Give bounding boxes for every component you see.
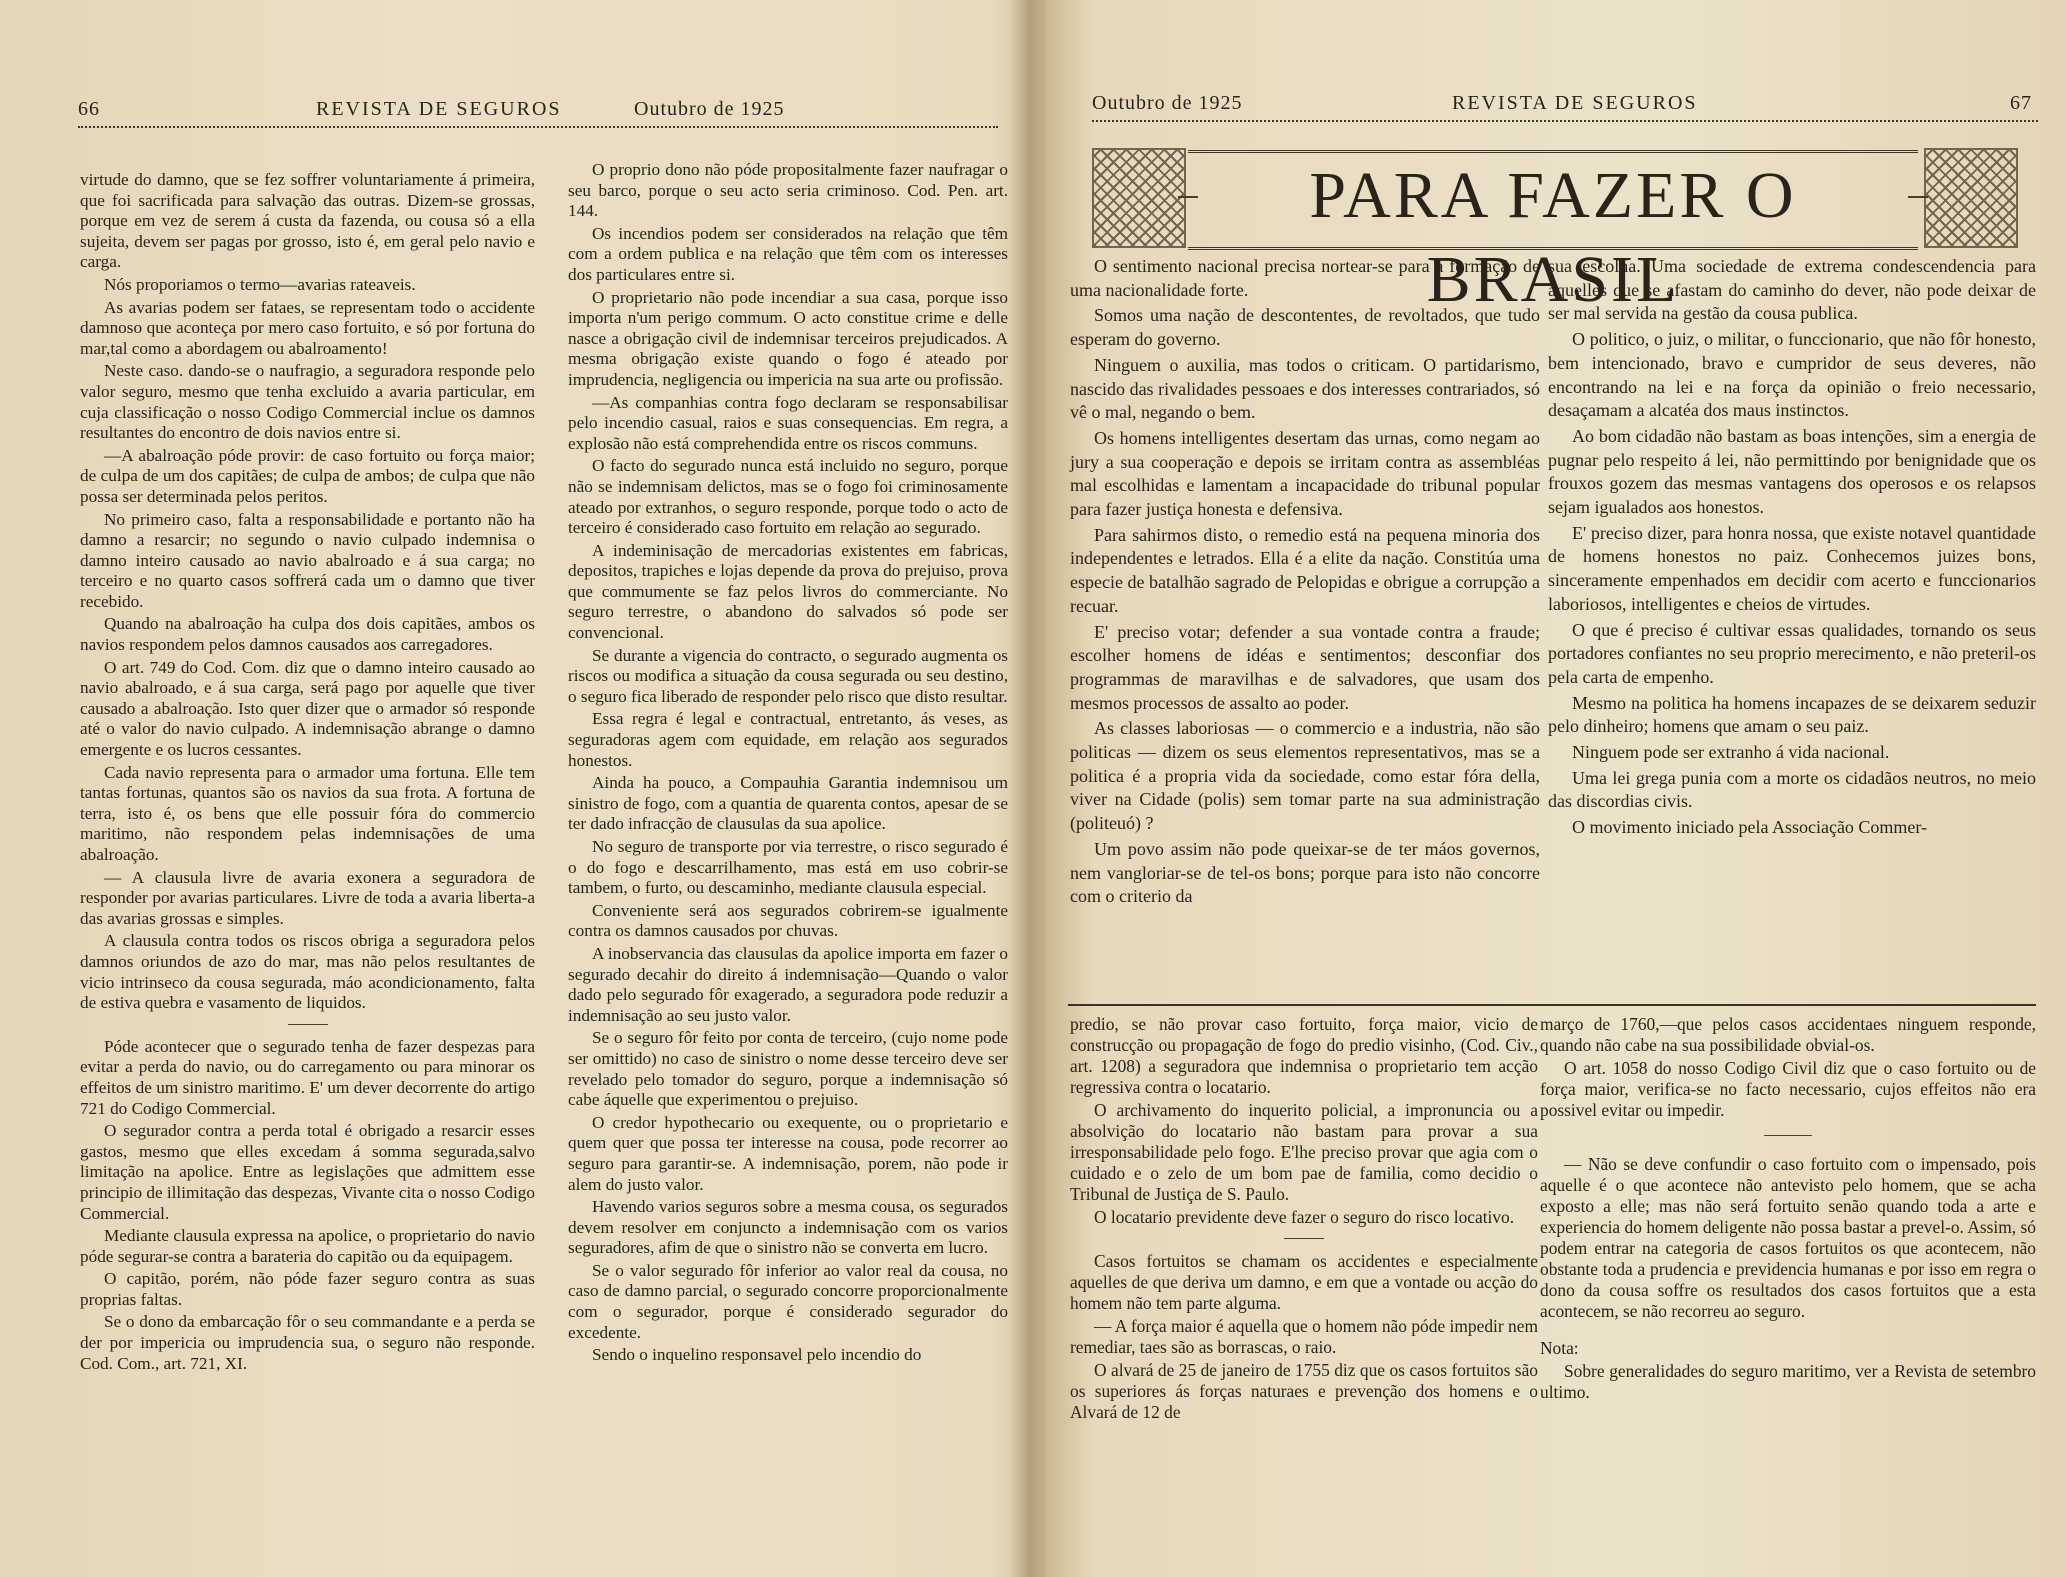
paragraph: Havendo varios seguros sobre a mesma cousa, os segurados devem resolver em conjuncto a indemnisação com os varios seguradores, afim de que o sinistro não se converta em lucro. <box>568 1197 1008 1258</box>
paragraph: Mesmo na politica ha homens incapazes de se deixarem seduzir pelo dinheiro; homens que amam o seu paiz. <box>1548 692 2036 737</box>
paragraph: Nós proporiamos o termo—avarias rateaveis. <box>104 274 416 294</box>
running-head-right <box>1092 86 2038 122</box>
ornament-left-icon <box>1092 148 1186 248</box>
paragraph: março de 1760,—que pelos casos accidentaes ninguem responde, quando não cabe na sua possibilidade obvial-os. <box>1540 1014 2036 1055</box>
article-headline: PARA FAZER O BRASIL <box>1309 159 1797 316</box>
section-divider <box>288 1024 328 1025</box>
paragraph: Essa regra é legal e contractual, entretanto, ás veses, as seguradoras agem com equidade, em relação aos segurados honestos. <box>568 709 1008 770</box>
paragraph: O locatario previdente deve fazer o seguro do risco locativo. <box>1094 1207 1515 1227</box>
paragraph: A clausula contra todos os riscos obriga a seguradora pelos damnos oriundos de azo do mar, mas não pelos resultantes de vicio intrinseco da cousa segurada, máo acondicionamento, falta de estiva quebra e vasamento de liquidos. <box>80 931 535 1013</box>
right-column-a <box>1070 255 1540 911</box>
paragraph: Ao bom cidadão não bastam as boas intenções, sim a energia de pugnar pelo respeito á lei, não permittindo por benignidade que os frouxos gozem das mesmas vantagens dos operosos e os relapsos sejam igualados aos honestos. <box>1548 425 2036 518</box>
paragraph: O segurador contra a perda total é obrigado a resarcir esses gastos, mesmo que elles excedam á somma segurada,salvo limitação na apolice. Entre as legislações que admittem esse principio de illimitação das despezas, Vivante cita o nosso Codigo Commercial. <box>80 1121 535 1223</box>
ornament-right-icon <box>1924 148 2018 248</box>
paragraph: No primeiro caso, falta a responsabilidade e portanto não ha damno a resarcir; no segundo o navio culpado indemnisa o damno inteiro causado ao navio abalroado e á sua carga; no terceiro e no quarto casos soffrerá cada um o damno que tiver recebido. <box>80 509 535 611</box>
paragraph: O art. 749 do Cod. Com. diz que o damno inteiro causado ao navio abalroado, e á sua carga, será pago por aquelle que tiver causado a abalroação. Isto quer dizer que o armador só responde até o valor do navio culpado. A indemnisação abrange o damno emergente e os lucros cessantes. <box>80 657 535 760</box>
right-page <box>1040 0 2066 1577</box>
paragraph: O politico, o juiz, o militar, o funccionario, que não fôr honesto, bem intencionado, bravo e cumpridor de seus deveres, não encontrando na lei e na força da opinião o freio necessario, desaçamam a alcatéa dos maus instinctos. <box>1548 329 2036 421</box>
paragraph: Os homens intelligentes desertam das urnas, como negam ao jury a sua cooperação e depois se irritam contra as assembléas mal escolhidas e lamentam a incapacidade do tribunal popular para fazer justiça honesta e defensiva. <box>1070 427 1540 520</box>
section-rule <box>1068 1004 2036 1006</box>
paragraph: O facto do segurado nunca está incluido no seguro, porque não se indemnisam delictos, mas se o fogo foi criminosamente ateado por extranhos, o seguro responde, porque todo o acto de terceiro é considerado caso fortuito em relação ao segurado. <box>568 456 1008 538</box>
right-column-b <box>1548 255 2036 842</box>
section-divider <box>1284 1238 1324 1239</box>
paragraph: Mediante clausula expressa na apolice, o proprietario do navio póde segurar-se contra a barateria do capitão ou da equipagem. <box>80 1226 535 1266</box>
paragraph: — A força maior é aquella que o homem não póde impedir nem remediar, taes são as borrascas, o raio. <box>1070 1316 1538 1357</box>
page-number: 66 <box>78 98 100 120</box>
paragraph: predio, se não provar caso fortuito, força maior, vicio de construcção ou propagação de fogo do predio visinho, (Cod. Civ., art. 1208) a seguradora que indemnisa o proprietario tem acção regressiva contra o locatario. <box>1070 1014 1538 1097</box>
paragraph: As classes laboriosas — o commercio e a industria, não são politicas — dizem os seus elementos representativos, mas se a politica é a propria vida da sociedade, como estar fóra della, viver na Cidade (polis) sem tomar parte na sua administração (politeuó) ? <box>1070 718 1540 834</box>
paragraph: O art. 1058 do nosso Codigo Civil diz que o caso fortuito ou de força maior, verifica-se no facto necessario, cujos effeitos não era possivel evitar ou impedir. <box>1540 1058 2036 1120</box>
paragraph: O capitão, porém, não póde fazer seguro contra as suas proprias faltas. <box>80 1269 535 1309</box>
paragraph: A indeminisação de mercadorias existentes em fabricas, depositos, trapiches e lojas depende da prova do prejuiso, prova que commumente se faz pelos livros do commerciante. No seguro terrestre, o abandono do salvados só pode ser convencional. <box>568 540 1008 643</box>
right-column-d <box>1540 1014 2036 1405</box>
paragraph: Ninguem o auxilia, mas todos o criticam. O partidarismo, nascido das rivalidades pessoaes e dos interesses contrariados, só vê o mal, negando o bem. <box>1070 354 1540 423</box>
paragraph: Um povo assim não pode queixar-se de ter máos governos, nem vangloriar-se de tel-os bons; porque para isto não concorre com o criterio da <box>1070 838 1540 907</box>
paragraph: O proprietario não pode incendiar a sua casa, porque isso importa n'um perigo commum. O acto constitue crime e delle nasce a obrigação civil de indemnisar terceiros prejudicados. A mesma obrigação existe quando o fogo é ateado por imprudencia, negligencia ou impericia na sua arte ou profissão. <box>568 287 1008 389</box>
paragraph: Póde acontecer que o segurado tenha de fazer despezas para evitar a perda do navio, ou do carregamento ou para minorar os effeitos de um sinistro maritimo. E' um dever decorrente do artigo 721 do Codigo Commercial. <box>80 1036 535 1118</box>
paragraph: Casos fortuitos se chamam os accidentes e especialmente aquelles de que deriva um damno, e em que a vontade ou acção do homem não tem parte alguma. <box>1070 1251 1538 1313</box>
paragraph: No seguro de transporte por via terrestre, o risco segurado é o do fogo e descarrilhamento, mas está em uso cobrir-se tambem, o furto, ou descaminho, mediante clausula especial. <box>568 837 1008 898</box>
running-title: REVISTA DE SEGUROS <box>1452 92 1698 114</box>
issue-date: Outubro de 1925 <box>1092 92 1243 114</box>
paragraph: O credor hypothecario ou exequente, ou o proprietario e quem quer que possa ter interesse na cousa, pode recorrer ao seguro para garantir-se. A indemnisação, porem, não pode ir alem do justo valor. <box>568 1112 1008 1194</box>
issue-date: Outubro de 1925 <box>634 98 785 120</box>
paragraph: O que é preciso é cultivar essas qualidades, tornando os seus portadores confiantes no seu proprio merecimento, e não preteril-os pela carta de empenho. <box>1548 619 2036 687</box>
paragraph: Cada navio representa para o armador uma fortuna. Elle tem tantas fortunas, quantos são os navios da sua frota. A fortuna de terra, isto é, os bens que elle possuir fóra do commercio maritimo, não respondem pelas indemnisações de uma abalroação. <box>80 762 535 864</box>
paragraph: Sendo o inquelino responsavel pelo incendio do <box>592 1345 922 1365</box>
paragraph: Os incendios podem ser considerados na relação que têm com a ordem publica e na relação que têm com os interesses dos particulares entre si. <box>568 223 1008 284</box>
paragraph: — Não se deve confundir o caso fortuito com o impensado, pois aquelle é o que acontece não antevisto pelo homem, que se acha exposto a elle; mas não será fortuito senão quando toda a arte e experiencia do homem deligente não possa bastar a prevel-o. Assim, só podem entrar na categoria de casos fortuitos os que acontecem, não obstante toda a prudencia e previdencia humanas e por isso em regra o dono da cousa soffre os resultados dos casos fortuitos que a esta acontecem, se não recorreu ao seguro. <box>1540 1154 2036 1321</box>
running-head-left <box>78 92 998 128</box>
paragraph: Somos uma nação de descontentes, de revoltados, que tudo esperam do governo. <box>1070 305 1540 350</box>
paragraph: Quando na abalroação ha culpa dos dois capitães, ambos os navios respondem pelos damnos causados aos carregadores. <box>80 614 535 655</box>
paragraph: —As companhias contra fogo declaram se responsabilisar pelo incendio casual, raios e suas consequencias. Em regra, a explosão não está comprehendida entre os riscos communs. <box>568 392 1008 453</box>
paragraph: As avarias podem ser fataes, se representam todo o accidente damnoso que aconteça por mero caso fortuito, e só por fortuna do mar,tal como a abordagem ou abalroamento! <box>80 297 535 358</box>
right-column-c <box>1070 1014 1538 1425</box>
paragraph: sua escolha. Uma sociedade de extrema condescendencia para aquelles que se afastam do caminho do dever, não pode deixar de ser mal servida na gestão da cousa publica. <box>1548 256 2036 324</box>
note-label: Nota: <box>1540 1338 1579 1358</box>
paragraph: Uma lei grega punia com a morte os cidadãos neutros, no meio das discordias civis. <box>1548 767 2036 812</box>
paragraph: Ninguem pode ser extranho á vida nacional. <box>1572 742 1890 763</box>
left-page <box>0 0 1020 1577</box>
left-column-1 <box>80 170 535 1376</box>
paragraph: Neste caso. dando-se o naufragio, a seguradora responde pelo valor seguro, mesmo que tenha excluido a avaria particular, em cuja classificação o nosso Codigo Commercial inclue os damnos resultantes do encontro de dois navios entre si. <box>80 361 535 443</box>
paragraph: O archivamento do inquerito policial, a impronuncia ou a absolvição do locatario não bastam para provar a sua irresponsabilidade pelo fogo. E'lhe preciso provar que agia com o cuidado e o zelo de um bom pae de familia, como decidio o Tribunal de Justiça de S. Paulo. <box>1070 1100 1538 1204</box>
paragraph: —A abalroação póde provir: de caso fortuito ou força maior; de culpa de um dos capitães; de culpa de ambos; de culpa que não possa ser determinada pelos peritos. <box>80 445 535 506</box>
paragraph: Ainda ha pouco, a Compauhia Garantia indemnisou um sinistro de fogo, com a quantia de quarenta contos, apesar de se ter dado infracção de clausulas da sua apolice. <box>568 773 1008 834</box>
paragraph: Se o dono da embarcação fôr o seu commandante e a perda se der por impericia ou imprudencia sua, o seguro não responde. Cod. Com., art. 721, XI. <box>80 1312 535 1373</box>
paragraph: Se durante a vigencia do contracto, o segurado augmenta os riscos ou modifica a situação da cousa segurada ou seu destino, o seguro fica liberado de responder pelo risco que disto resultar. <box>568 645 1008 706</box>
paragraph: Conveniente será aos segurados cobrirem-se igualmente contra os damnos causados por chuvas. <box>568 900 1008 941</box>
paragraph: A inobservancia das clausulas da apolice importa em fazer o segurado decahir do direito á indemnisação—Quando o valor dado pelo segurado fôr exagerado, a seguradora pode reduzir a indemnisação ao seu justo valor. <box>568 943 1008 1025</box>
paragraph: E' preciso votar; defender a sua vontade contra a fraude; escolher homens de idéas e sentimentos; desconfiar dos programmas de maravilhas e de salvadores, que usam dos mesmos processos de assalto ao poder. <box>1070 621 1540 713</box>
left-column-2 <box>568 160 1008 1368</box>
paragraph: O sentimento nacional precisa nortear-se para a formação de uma nacionalidade forte. <box>1070 256 1540 300</box>
note-text: Sobre generalidades do seguro maritimo, ver a Revista de setembro ultimo. <box>1540 1361 2036 1402</box>
paragraph: O proprio dono não póde propositalmente fazer naufragar o seu barco, porque o seu acto seria criminoso. Cod. Pen. art. 144. <box>568 160 1008 221</box>
paragraph: virtude do damno, que se fez soffrer voluntariamente á primeira, que foi sacrificada para salvação das outras. Dizem-se grossas, porque em vez de serem á custa da fazenda, ou cousa só a ella sujeita, devem ser pagas por grosso, isto é, em geral pelo navio e carga. <box>80 170 535 272</box>
running-title: REVISTA DE SEGUROS <box>316 98 562 120</box>
paragraph: Se o seguro fôr feito por conta de terceiro, (cujo nome pode ser omittido) no caso de sinistro o nome desse terceiro deve ser revelado pelo tomador do seguro, porque a indemnisação só cabe áquelle que experimentou o prejuiso. <box>568 1028 1008 1110</box>
section-divider <box>1764 1135 1812 1136</box>
page-number: 67 <box>2010 92 2032 114</box>
paragraph: O alvará de 25 de janeiro de 1755 diz que os casos fortuitos são os superiores ás forças naturaes e prevenção dos homens e o Alvará de 12 de <box>1070 1360 1538 1422</box>
paragraph: — A clausula livre de avaria exonera a seguradora de responder por avarias particulares. Livre de toda a avaria liberta-a das avarias grossas e simples. <box>80 867 535 928</box>
paragraph: Para sahirmos disto, o remedio está na pequena minoria dos independentes e letrados. Ella é a elite da nação. Constitúa uma especie de batalhão sagrado de Pelopidas e obrigue a corrupção a recuar. <box>1070 524 1540 616</box>
paragraph: E' preciso dizer, para honra nossa, que existe notavel quantidade de homens honestos no paiz. Conhecemos juizes bons, sinceramente empenhados em decidir com acerto e funccionarios laboriosos, intelligentes e cheios de virtudes. <box>1548 522 2036 614</box>
paragraph: O movimento iniciado pela Associação Commer- <box>1572 817 1928 838</box>
paragraph: Se o valor segurado fôr inferior ao valor real da cousa, no caso de damno parcial, o segurado concorre proporcionalmente com o segurador, porque é considerado segurador do excedente. <box>568 1260 1008 1342</box>
